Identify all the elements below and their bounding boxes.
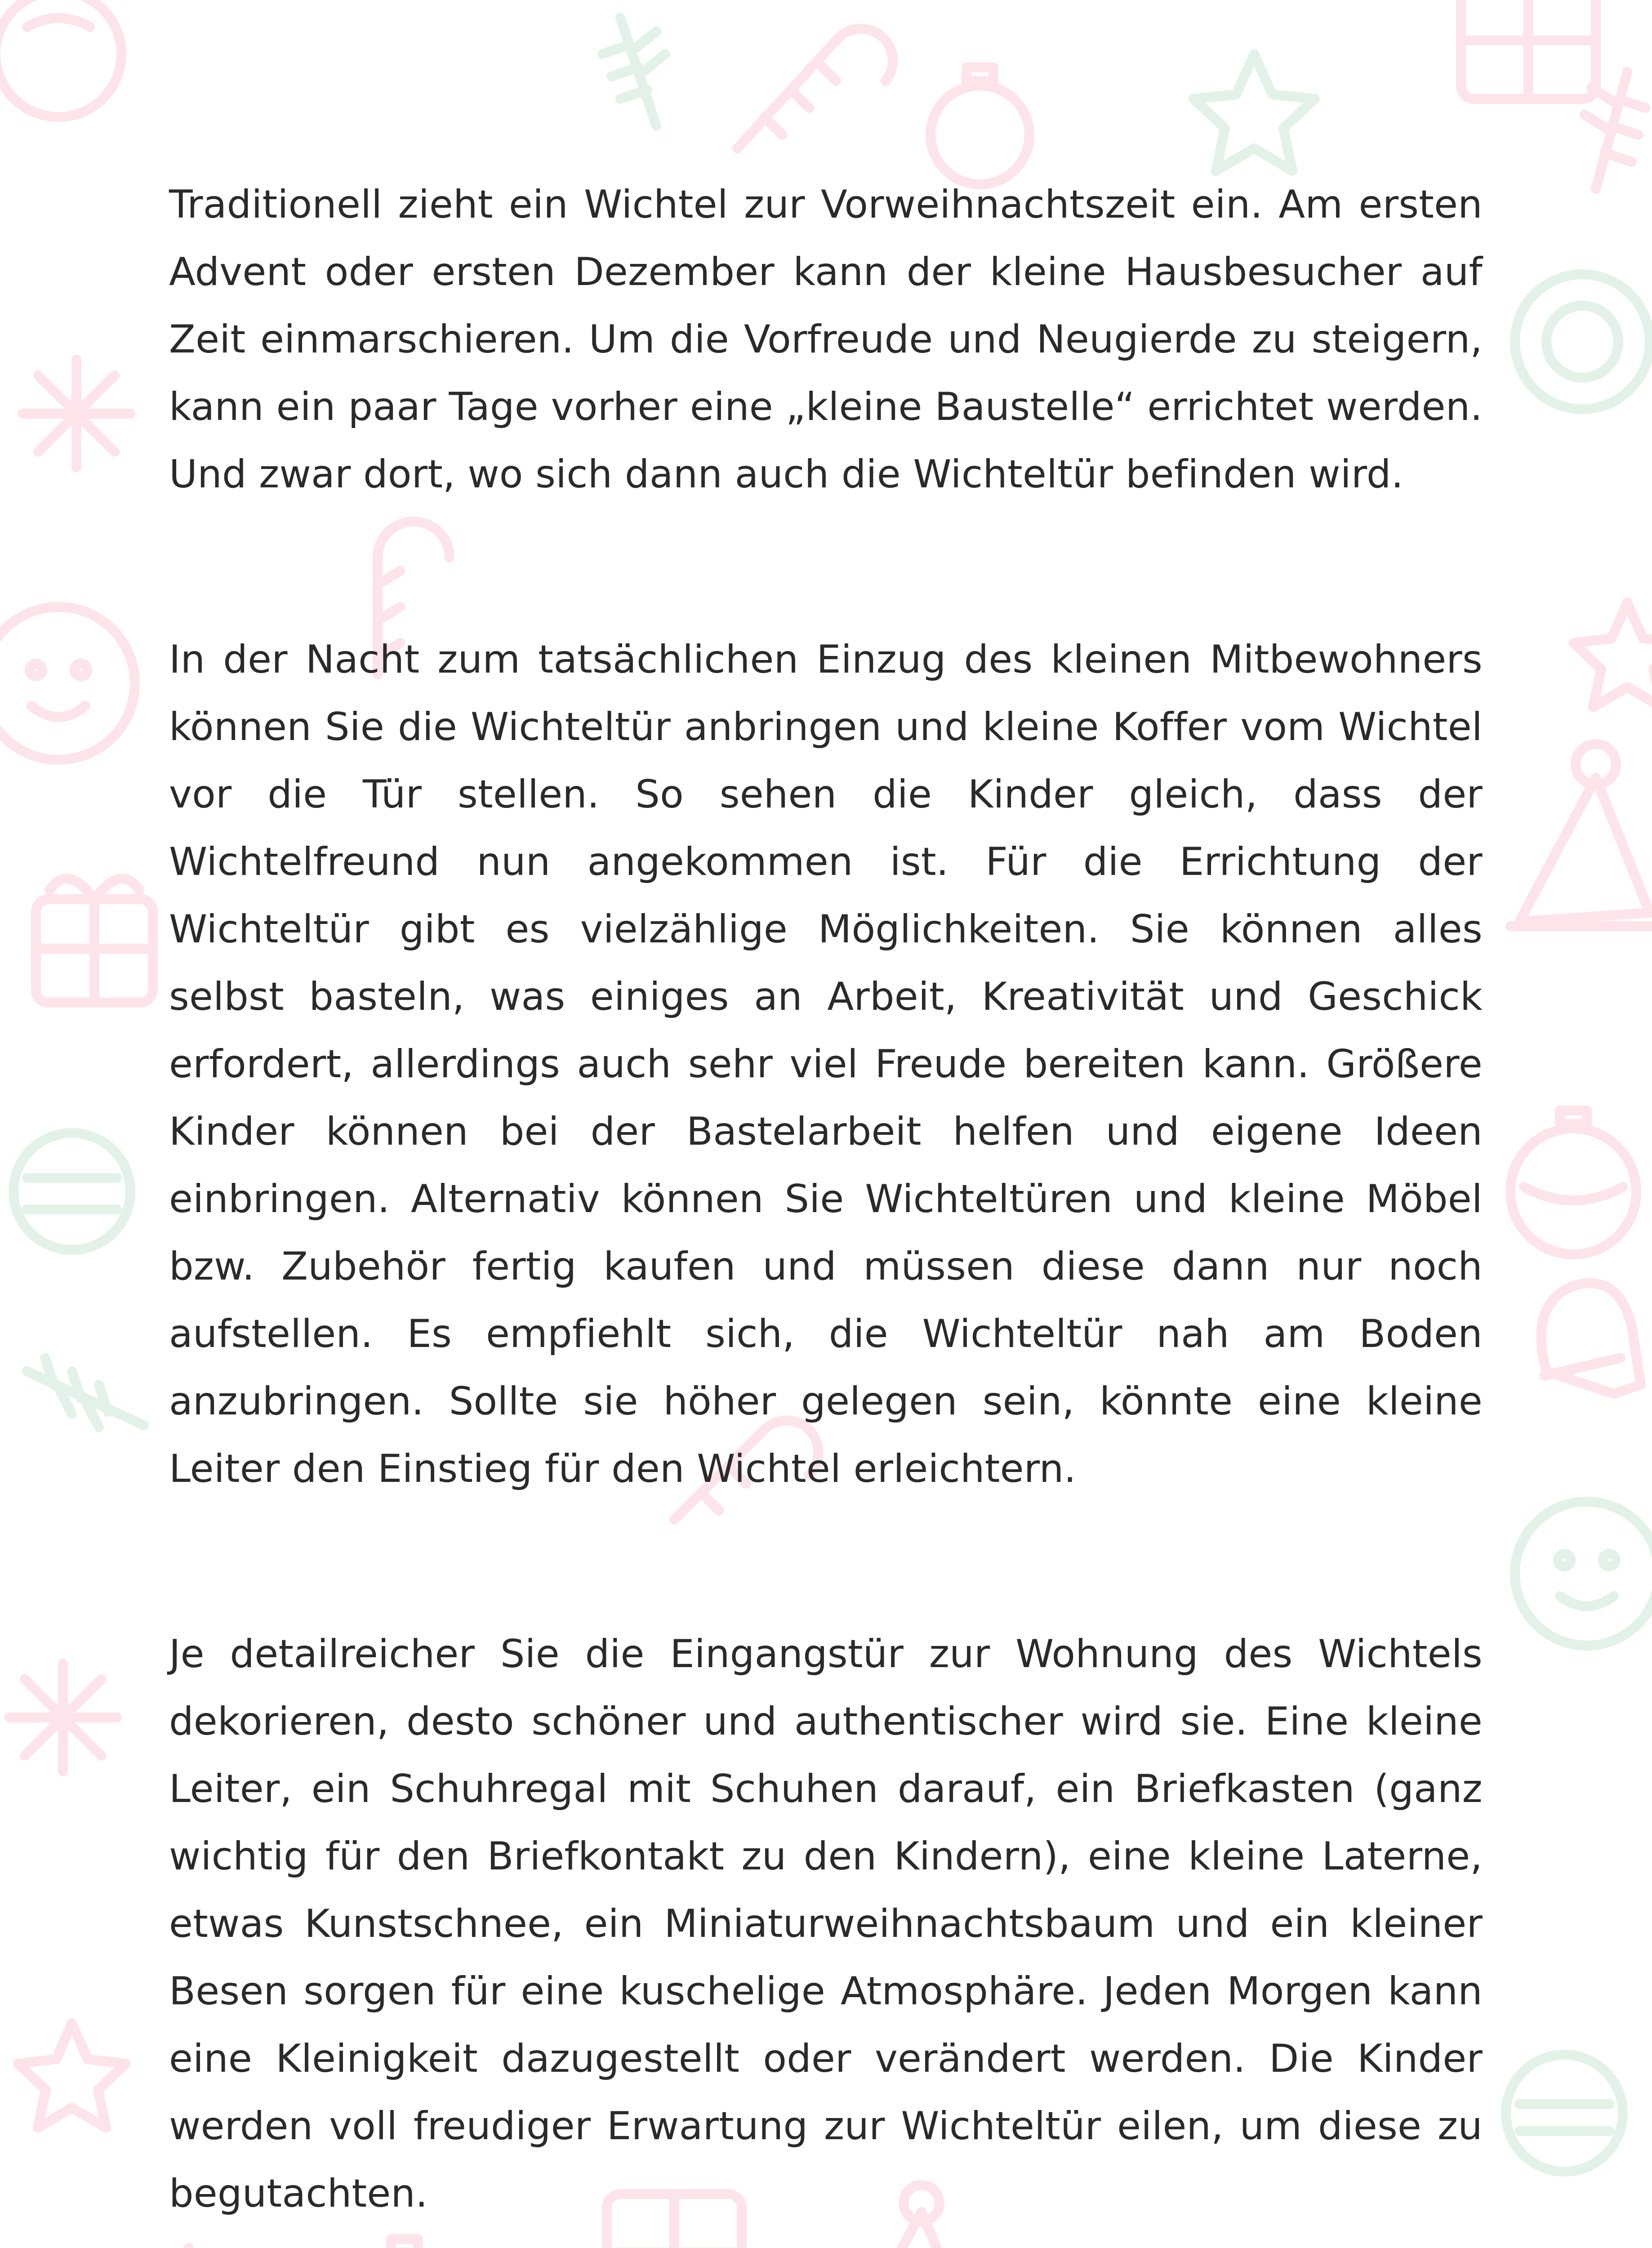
bauble-doodle: [1510, 1111, 1636, 1254]
ornament-doodle: [0, 0, 121, 117]
paragraph-2: In der Nacht zum tatsächlichen Einzug des kleinen Mitbewohners können Sie die Wichteltür anbringen und kleine Koffer vom Wichtel vor die Tür stellen. So sehen die Kinder gleich, dass der Wichtelfreund nun angekommen ist. Für die Errichtung der Wichteltür gibt es vielzählige Möglichkeiten. Sie können alles selbst basteln, was einiges an Arbeit, Kreativität und Geschick erfordert, allerdings auch sehr viel Freude bereiten kann. Größere Kinder können bei der Bastelarbeit helfen und eigene Ideen einbringen. Alternativ können Sie Wichteltüren und kleine Möbel bzw. Zubehör fertig kaufen und müssen diese dann nur noch aufstellen. Es empfiehlt sich, die Wichteltür nah am Boden anzubringen. Sollte sie höher gelegen sein, könnte eine kleine Leiter den Einstieg für den Wichtel erleichtern.: [169, 637, 1483, 1491]
candy-cane-doodle: [737, 29, 893, 148]
ornament-doodle: [1506, 2055, 1623, 2172]
snowflake-doodle: [9, 1664, 117, 1771]
paragraph-3: Je detailreicher Sie die Eingangstür zur Wohnung des Wichtels dekorieren, desto schöner und authentischer wird sie. Eine kleine Leiter, ein Schuhregal mit Schuhen darauf, ein Briefkasten (ganz wichtig für den Briefkontakt zu den Kindern), eine kleine Laterne, etwas Kunstschnee, ein Miniaturweihnachtsbaum und ein kleiner Besen sorgen für eine kuschelige Atmosphäre. Jeden Morgen kann eine Kleinigkeit dazugestellt oder verändert werden. Die Kinder werden voll freudiger Erwartung zur Wichteltür eilen, um diese zu begutachten.: [169, 1632, 1483, 2216]
face-doodle: [0, 607, 135, 760]
mitten-doodle: [1541, 1283, 1641, 1394]
gift-doodle: [36, 879, 153, 1003]
paragraph-1: Traditionell zieht ein Wichtel zur Vorweihnachtszeit ein. Am ersten Advent oder ersten Dezember kann der kleine Hausbesucher auf Zeit einmarschieren. Um die Vorfreude und Neugierde zu steigern, kann ein paar Tage vorher eine „kleine Baustelle“ errichtet werden. Und zwar dort, wo sich dann auch die Wichteltür befinden wird.: [169, 182, 1483, 497]
ornament-doodle: [13, 1133, 130, 1250]
star-doodle: [1573, 602, 1652, 707]
gift-doodle: [1461, 0, 1596, 99]
santa-hat-doodle: [1510, 744, 1652, 926]
page-body: [169, 171, 1483, 2248]
star-doodle: [18, 2023, 126, 2128]
fir-branch-doodle: [27, 1358, 144, 1427]
star-doodle: [1193, 54, 1315, 171]
fir-branch-doodle: [602, 18, 665, 126]
bauble-doodle: [931, 67, 1029, 184]
wreath-doodle: [1515, 274, 1650, 409]
snowflake-doodle: [22, 360, 130, 468]
face-doodle: [1515, 1502, 1652, 1646]
fir-branch-doodle: [1585, 72, 1645, 189]
